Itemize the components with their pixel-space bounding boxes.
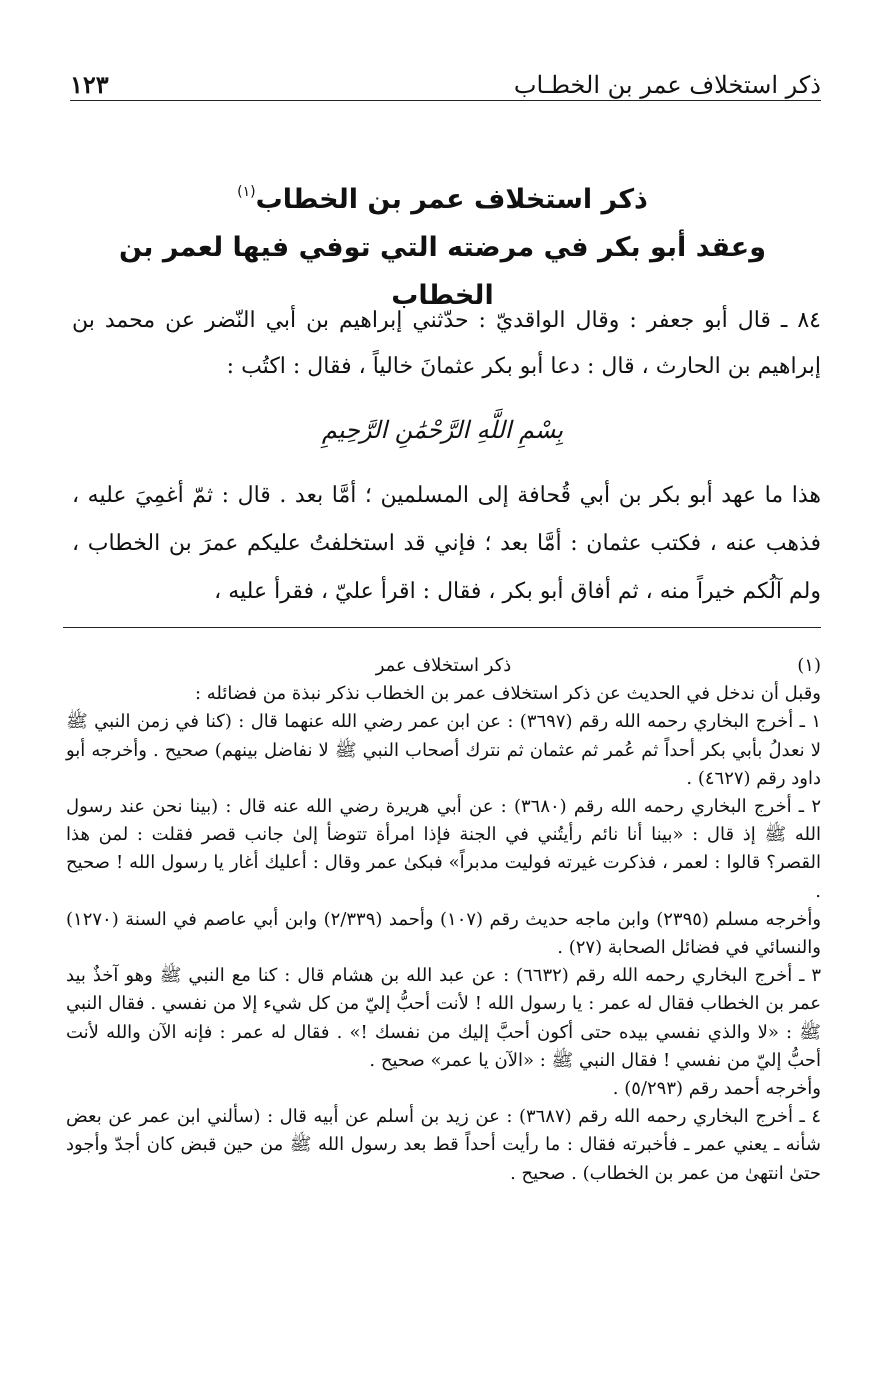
- footnote-paragraph: ٤ ـ أخرج البخاري رحمه الله رقم (٣٦٨٧) : عن زيد بن أسلم عن أبيه قال : (سألني ابن عمر عن بعض شأنه ـ يعني عمر ـ فأخبرته فقال : ما رأيت أحداً قط بعد رسول الله ﷺ من حين قبض كان أجدّ وأجود حتىٰ انتهىٰ من عمر بن الخطاب) . صحيح .: [66, 1106, 821, 1184]
- footnote-paragraph: وأخرجه مسلم (٢٣٩٥) وابن ماجه حديث رقم (١٠٧) وأحمد (٢/٣٣٩) وابن أبي عاصم في السنة (١٢٧٠) والنسائي في فضائل الصحابة (٢٧) .: [66, 908, 822, 959]
- footnote-paragraph: وقبل أن ندخل في الحديث عن ذكر استخلاف عمر بن الخطاب نذكر نبذة من فضائله :: [194, 683, 821, 705]
- footnote-paragraph: ٣ ـ أخرج البخاري رحمه الله رقم (٦٦٣٢) : عن عبد الله بن هشام قال : كنا مع النبي ﷺ وهو آخذٌ بيد عمر بن الخطاب فقال له عمر : يا رسول الله ! لأنت أحبُّ إليّ من كل شيء إلا من نفسي . فقال النبي ﷺ : «لا والذي نفسي بيده حتى أكون أحبَّ إليك من نفسك !» . فقال له عمر : فإنه الآن والله لأنت أحبُّ إليّ من نفسي ! فقال النبي ﷺ : «الآن يا عمر» صحيح .: [66, 965, 821, 1071]
- narration-paragraph: ٨٤ ـ قال أبو جعفر : وقال الواقديّ : حدّثني إبراهيم بن أبي النّضر عن محمد بن إبراهيم بن الحارث ، قال : دعا أبو بكر عثمانَ خالياً ، فقال : اكتُب :: [72, 308, 821, 379]
- footnote-paragraph: وأخرجه أحمد رقم (٥/٢٩٣) .: [612, 1078, 821, 1100]
- covenant-paragraph: هذا ما عهد أبو بكر بن أبي قُحافة إلى المسلمين ؛ أمَّا بعد . قال : ثمّ أغمِيَ عليه ، فذهب عنه ، فكتب عثمان : أمَّا بعد ؛ فإني قد استخلفتُ عليكم عمرَ بن الخطاب ، ولم آلُكم خيراً منه ، ثم أفاق أبو بكر ، فقال : اقرأ عليّ ، فقرأ عليه ،: [72, 483, 821, 604]
- footnotes: [66, 652, 821, 1188]
- heading-line-1: [80, 168, 805, 224]
- footnote-marker: (١): [797, 655, 821, 676]
- running-title: ذكر استخلاف عمر بن الخطـاب: [513, 71, 821, 99]
- footnote-paragraph: ١ ـ أخرج البخاري رحمه الله رقم (٣٦٩٧) : عن ابن عمر رضي الله عنهما قال : (كنا في زمن النبي ﷺ لا نعدلُ بأبي بكر أحداً ثم عُمر ثم عثمان ثم نترك أصحاب النبي ﷺ لا نفاضل بينهم) صحيح . وأخرجه أبو داود رقم (٤٦٢٧) .: [66, 711, 821, 789]
- footnote-header: [66, 652, 821, 680]
- heading-line-1-text: ذكر استخلاف عمر بن الخطاب: [255, 184, 648, 215]
- footnote-paragraph: ٢ ـ أخرج البخاري رحمه الله رقم (٣٦٨٠) : عن أبي هريرة رضي الله عنه قال : (بينا نحن عند رسول الله ﷺ إذ قال : «بينا أنا نائم رأيتُني في الجنة فإذا امرأة تتوضأ إلىٰ جانب قصر فقلت : لمن هذا القصر؟ قالوا : لعمر ، فذكرت غيرته فوليت مدبراً» فبكىٰ عمر وقال : أعليك أغار يا رسول الله ! صحيح .: [66, 796, 821, 902]
- heading-footnote-ref: (١): [237, 184, 256, 200]
- header-divider: [70, 100, 821, 101]
- footnote-title: ذكر استخلاف عمر: [375, 655, 512, 676]
- page-number: ١٢٣: [70, 70, 109, 99]
- running-header: [70, 54, 821, 100]
- heading-line-2: وعقد أبو بكر في مرضته التي توفي فيها لعمر بن الخطاب: [119, 232, 766, 311]
- basmala: بِسْمِ اللَّهِ الرَّحْمَٰنِ الرَّحِيمِ: [321, 416, 564, 444]
- footnote-divider: [63, 627, 821, 628]
